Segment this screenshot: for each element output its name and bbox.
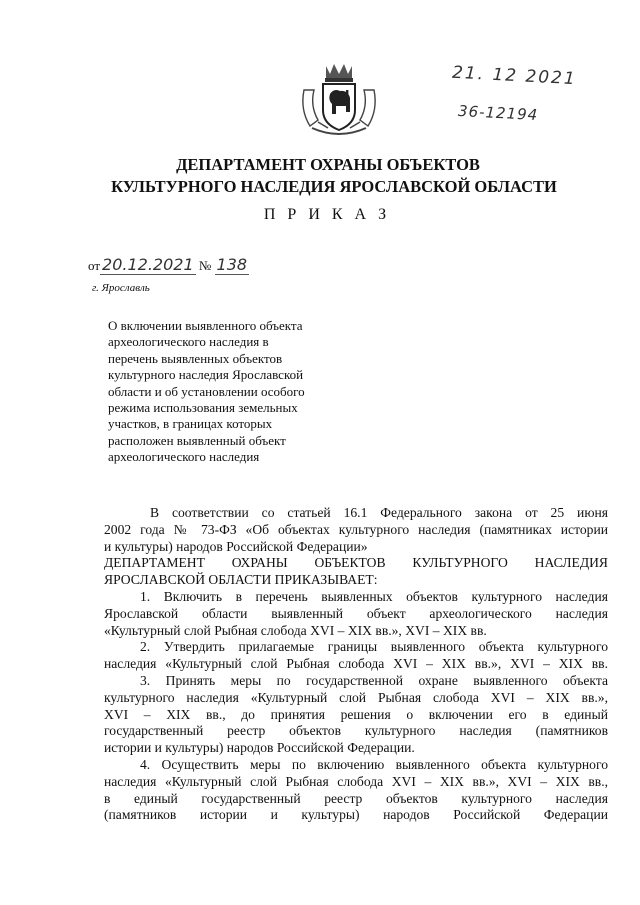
body-line: наследия «Культурный слой Рыбная слобода XVI – XIX вв.», XVI – XIX вв. <box>104 656 608 672</box>
order-number: 138 <box>216 255 248 274</box>
subject-line: перечень выявленных объектов <box>108 350 283 366</box>
handwritten-registration-date: 21. 12 2021 <box>451 62 578 90</box>
subject-line: О включении выявленного объекта <box>108 318 303 333</box>
body-line: наследия «Культурный слой Рыбная слобода XVI – XIX вв.», XVI – XIX вв., <box>104 773 608 789</box>
body-line: 1. Включить в перечень выявленных объектов культурного наследия <box>140 588 608 604</box>
subject-line: расположен выявленный объект <box>108 432 286 448</box>
subject-line: археологического наследия <box>108 449 260 465</box>
body-line: 4. Осуществить меры по включению выявленного объекта культурного <box>140 756 608 772</box>
body-line: 2002 года № 73-ФЗ «Об объектах культурного наследия (памятниках истории <box>104 521 608 537</box>
body-line: и культуры) народов Российской Федерации» <box>104 538 368 554</box>
subject-line: участков, в границах которых <box>108 416 273 432</box>
department-title-line-1: ДЕПАРТАМЕНТ ОХРАНЫ ОБЪЕКТОВ <box>176 155 480 174</box>
subject-line: археологического наследия в <box>108 334 269 350</box>
number-label: № <box>198 258 212 273</box>
body-line: Ярославской области выявленный объект археологического наследия <box>104 605 608 621</box>
body-line: ЯРОСЛАВСКОЙ ОБЛАСТИ ПРИКАЗЫВАЕТ: <box>104 572 378 588</box>
body-line: культурного наследия «Культурный слой Рыбная слобода XVI – XIX вв.», <box>104 689 608 705</box>
body-line: в единый государственный реестр объектов культурного наследия <box>104 790 608 806</box>
order-body <box>104 505 608 824</box>
subject-line: режима использования земельных <box>108 400 298 416</box>
document-type-heading: П Р И К А З <box>263 206 391 223</box>
body-line: государственный реестр объектов культурного наследия (памятников <box>104 723 608 739</box>
body-line: 2. Утвердить прилагаемые границы выявленного объекта культурного <box>140 639 608 655</box>
city-label: г. Ярославль <box>92 282 150 294</box>
yaroslavl-coat-of-arms-emblem <box>298 60 380 138</box>
from-label: от <box>88 258 101 273</box>
body-line: (памятников истории и культуры) народов Российской Федерации <box>104 807 608 823</box>
body-line: В соответствии со статьей 16.1 Федерального закона от 25 июня <box>150 505 608 520</box>
order-date: 20.12.2021 <box>102 255 194 274</box>
body-line: «Культурный слой Рыбная слобода XVI – XIX вв.», XVI – XIX вв. <box>104 622 487 638</box>
body-line: 3. Принять меры по государственной охране выявленного объекта <box>140 672 608 688</box>
body-line: ДЕПАРТАМЕНТ ОХРАНЫ ОБЪЕКТОВ КУЛЬТУРНОГО НАСЛЕДИЯ <box>104 555 608 571</box>
body-line: XVI – XIX вв., до принятия решения о включении его в единый <box>104 706 608 722</box>
order-date-number-row <box>88 255 249 274</box>
department-title-line-2: КУЛЬТУРНОГО НАСЛЕДИЯ ЯРОСЛАВСКОЙ ОБЛАСТИ <box>111 177 557 196</box>
body-line: истории и культуры) народов Российской Федерации. <box>104 740 415 756</box>
subject-line: культурного наследия Ярославской <box>108 367 304 383</box>
handwritten-registration-number: 36-12194 <box>457 101 539 125</box>
order-subject <box>108 318 358 466</box>
subject-line: области и об установлении особого <box>108 383 305 399</box>
